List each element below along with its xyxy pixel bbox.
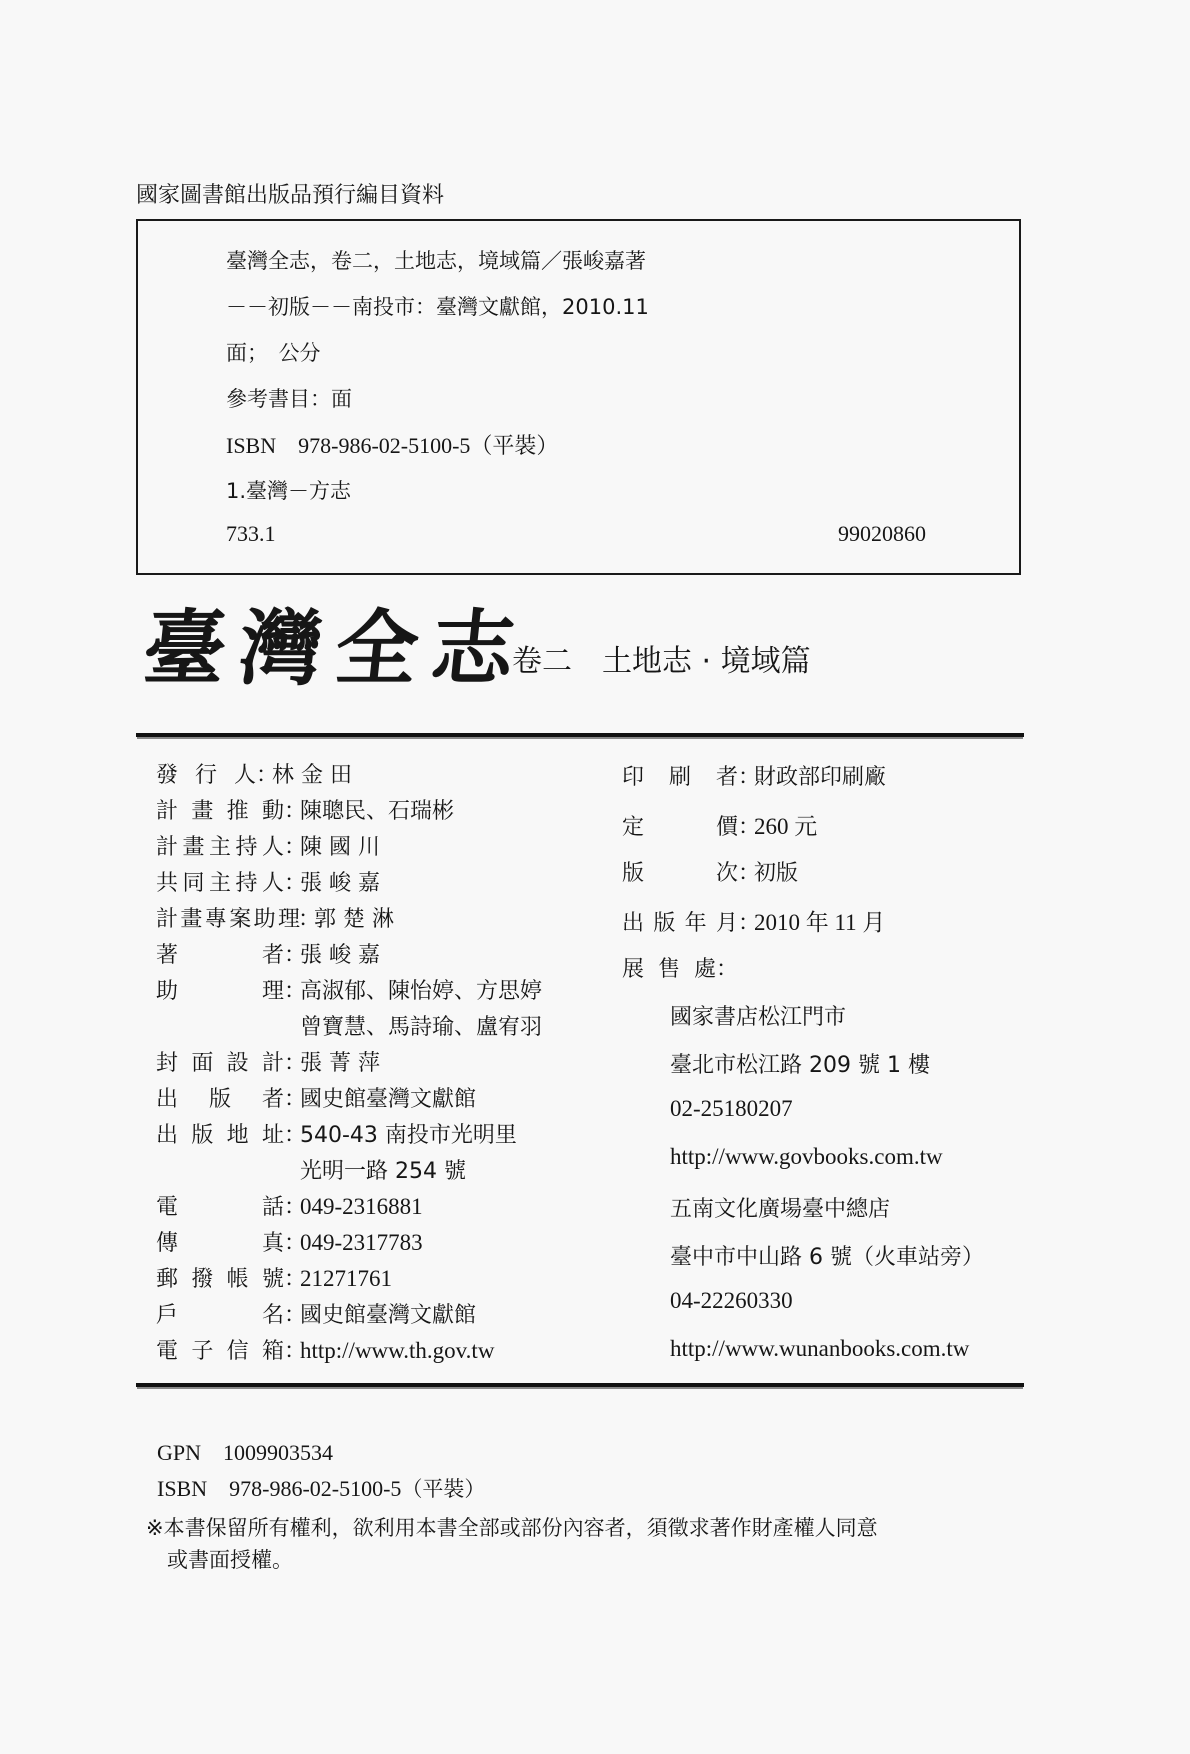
- credit-label: 共同主持人: [156, 871, 284, 896]
- credit-row: 發行人 ： 林 金 田: [156, 758, 352, 789]
- credit-label: 出版者: [156, 1087, 284, 1112]
- top-divider: [136, 733, 1024, 737]
- credit-row: 傳真 ： 049-2317783: [156, 1226, 423, 1257]
- gpn-label: GPN: [157, 1440, 202, 1465]
- cip-record-box: [136, 219, 1021, 575]
- bottom-divider: [136, 1383, 1024, 1387]
- credit-row: 版次 ： 初版: [622, 856, 798, 887]
- credit-row: 戶名 ： 國史館臺灣文獻館: [156, 1298, 476, 1329]
- credit-row: 展售處 ：: [622, 952, 732, 983]
- credit-continuation: 光明一路 254 號: [300, 1159, 466, 1184]
- cip-pages-line: 面； 公分: [226, 341, 321, 365]
- cip-class-number: 733.1: [226, 521, 276, 546]
- credit-value: 陳聰民、石瑞彬: [300, 799, 455, 824]
- credit-value: http://www.th.gov.tw: [300, 1338, 495, 1363]
- credit-label: 發行人: [156, 763, 256, 788]
- credit-row: 計畫主持人 ： 陳 國 川: [156, 830, 380, 861]
- credit-value: 郭 楚 淋: [314, 907, 394, 932]
- credit-label: 定價: [622, 815, 738, 840]
- credit-value: 2010 年 11 月: [754, 910, 886, 935]
- credit-row: 計畫專案助理 ： 郭 楚 淋: [156, 902, 394, 933]
- credit-label: 計畫推動: [156, 799, 284, 824]
- credit-label: 版次: [622, 861, 738, 886]
- gpn-value: 1009903534: [223, 1440, 334, 1465]
- credit-label: 戶名: [156, 1303, 284, 1328]
- volume-subtitle: 卷二 土地志 · 境域篇: [512, 644, 811, 679]
- credit-value: 財政部印刷廠: [754, 765, 887, 790]
- cip-title-line: 臺灣全志，卷二，土地志，境域篇／張峻嘉著: [226, 249, 646, 273]
- isbn-binding-note: （平裝）: [401, 1477, 486, 1501]
- credit-row: 定價 ： 260 元: [622, 808, 817, 841]
- cip-subject-line: 1.臺灣－方志: [226, 479, 352, 503]
- credit-value: 林 金 田: [272, 763, 352, 788]
- credit-label: 計畫主持人: [156, 835, 284, 860]
- credit-row: 助理 ： 高淑郁、陳怡婷、方思婷: [156, 974, 542, 1005]
- credit-row: 印刷者 ： 財政部印刷廠: [622, 760, 886, 791]
- credit-continuation: 曾寶慧、馬詩瑜、盧宥羽: [300, 1015, 543, 1040]
- credit-row: 共同主持人 ： 張 峻 嘉: [156, 866, 380, 897]
- credit-value: 國史館臺灣文獻館: [300, 1303, 477, 1328]
- credit-value: 540-43 南投市光明里: [300, 1123, 517, 1148]
- credit-label: 印刷者: [622, 765, 738, 790]
- credit-label: 出版地址: [156, 1123, 284, 1148]
- credit-row: 電話 ： 049-2316881: [156, 1190, 423, 1221]
- credit-value: 初版: [754, 861, 799, 886]
- credit-label: 電子信箱: [156, 1339, 284, 1364]
- credit-label: 電話: [156, 1195, 284, 1220]
- credit-value: 049-2317783: [300, 1230, 423, 1255]
- credit-value: 國史館臺灣文獻館: [300, 1087, 477, 1112]
- credit-value: 21271761: [300, 1266, 392, 1291]
- credit-value: 張 峻 嘉: [300, 943, 380, 968]
- retailer-address: 臺北市松江路 209 號 1 樓: [670, 1053, 930, 1078]
- retailer-website[interactable]: http://www.wunanbooks.com.tw: [670, 1336, 970, 1361]
- retailer-address: 臺中市中山路 6 號（火車站旁）: [670, 1245, 984, 1270]
- isbn-line: [146, 1447, 485, 1503]
- credit-label: 展售處: [622, 957, 716, 982]
- retailer-name: 五南文化廣場臺中總店: [670, 1197, 891, 1222]
- isbn-label: ISBN: [157, 1476, 208, 1501]
- cip-bibliography-line: 參考書目：面: [226, 387, 352, 411]
- credit-label: 郵撥帳號: [156, 1267, 284, 1292]
- credit-value: 陳 國 川: [300, 835, 380, 860]
- cip-heading: 國家圖書館出版品預行編目資料: [136, 183, 445, 208]
- credit-label: 封面設計: [156, 1051, 284, 1076]
- retailer-name: 國家書店松江門市: [670, 1005, 847, 1030]
- credit-label: 助理: [156, 979, 284, 1004]
- calligraphy-title: 臺灣全志: [138, 601, 534, 697]
- credit-value: 高淑郁、陳怡婷、方思婷: [300, 979, 543, 1004]
- cip-record-number: 99020860: [838, 521, 926, 546]
- credit-row: 電子信箱 ： http://www.th.gov.tw: [156, 1334, 494, 1365]
- retailer-phone: 02-25180207: [670, 1096, 793, 1121]
- credit-value: 260 元: [754, 814, 818, 839]
- credit-row: 郵撥帳號 ： 21271761: [156, 1262, 392, 1293]
- copyright-notice-line1: ※本書保留所有權利，欲利用本書全部或部份內容者，須徵求著作財產權人同意: [146, 1516, 878, 1540]
- credit-row: 封面設計 ： 張 菁 萍: [156, 1046, 380, 1077]
- credit-label: 傳真: [156, 1231, 284, 1256]
- isbn-value: 978-986-02-5100-5: [229, 1476, 402, 1501]
- credit-value: 張 菁 萍: [300, 1051, 380, 1076]
- cip-isbn-line: ISBN 978-986-02-5100-5（平裝）: [226, 433, 559, 458]
- retailer-website[interactable]: http://www.govbooks.com.tw: [670, 1144, 943, 1169]
- credit-row: 出版地址 ： 540-43 南投市光明里: [156, 1118, 517, 1149]
- credit-value: 張 峻 嘉: [300, 871, 380, 896]
- credit-row: 著者 ： 張 峻 嘉: [156, 938, 380, 969]
- copyright-notice-line2: 或書面授權。: [146, 1548, 293, 1572]
- credit-row: 出版年月 ： 2010 年 11 月: [622, 904, 885, 937]
- credit-value: 049-2316881: [300, 1194, 423, 1219]
- credit-row: 出版者 ： 國史館臺灣文獻館: [156, 1082, 476, 1113]
- retailer-phone: 04-22260330: [670, 1288, 793, 1313]
- credit-label: 著者: [156, 943, 284, 968]
- cip-edition-line: －－初版－－南投市：臺灣文獻館，2010.11: [226, 295, 649, 319]
- credit-label: 出版年月: [622, 911, 738, 936]
- credit-label: 計畫專案助理: [156, 907, 298, 932]
- credit-row: 計畫推動 ： 陳聰民、石瑞彬: [156, 794, 454, 825]
